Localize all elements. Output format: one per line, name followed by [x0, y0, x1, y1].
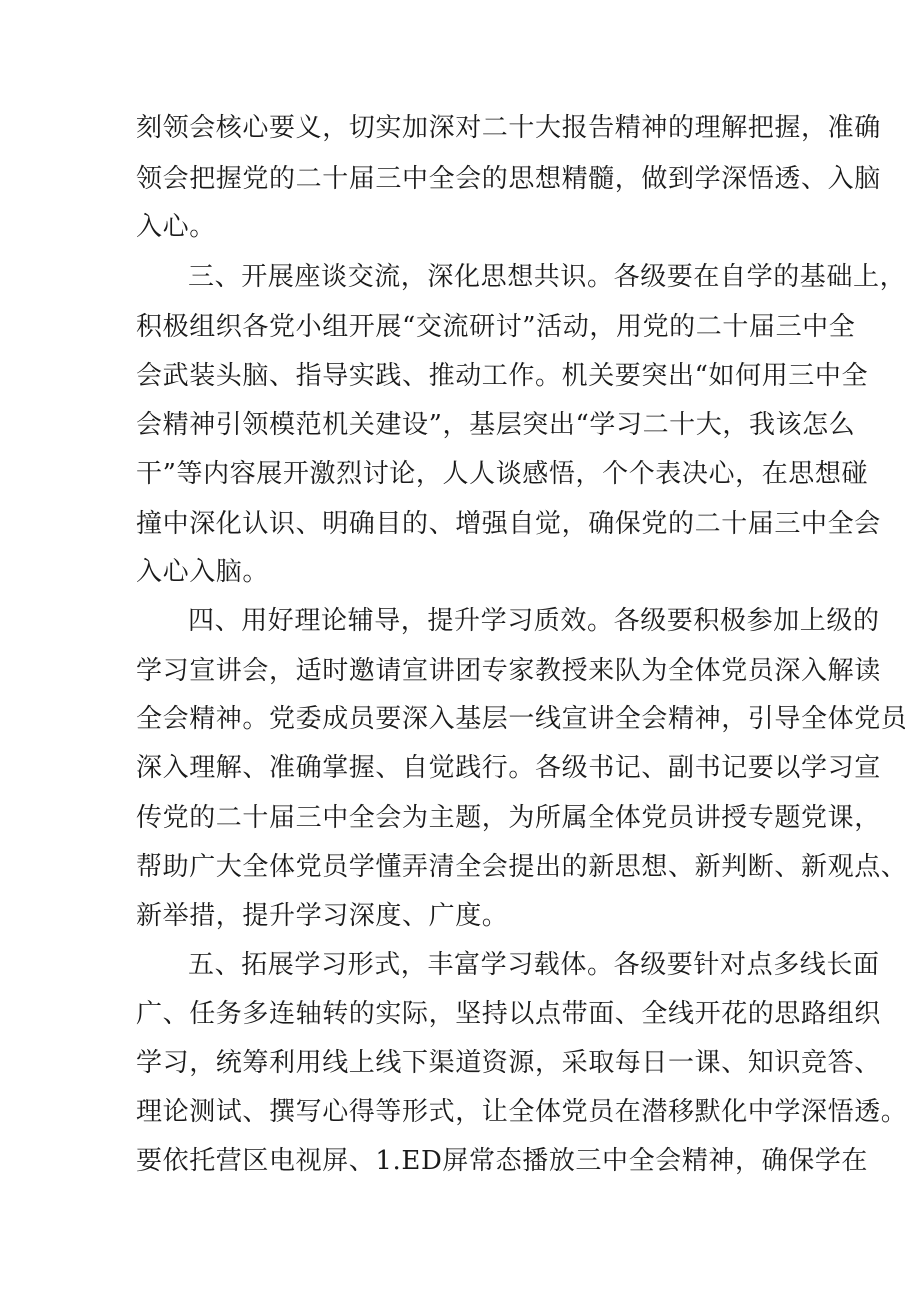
- section-heading-4: 四、用好理论辅导，提升学习质效。各级要积极参加上级的: [188, 606, 880, 636]
- text-line: 新举措，提升学习深度、广度。: [136, 901, 509, 931]
- text-line: 深入理解、准确掌握、自觉践行。各级书记、副书记要以学习宣: [136, 753, 881, 783]
- text-line: 会精神引领模范机关建设”，基层突出“学习二十大，我该怎么: [136, 410, 856, 440]
- text-line: 入心。: [136, 212, 216, 242]
- text-line: 要依托营区电视屏、1.ED屏常态播放三中全会精神，确保学在: [136, 1146, 869, 1176]
- text-line: 撞中深化认识、明确目的、增强自觉，确保党的二十届三中全会: [136, 509, 881, 539]
- text-line: 干”等内容展开激烈讨论，人人谈感悟，个个表决心，在思想碰: [136, 459, 869, 489]
- section-heading-5: 五、拓展学习形式，丰富学习载体。各级要针对点多线长面: [188, 950, 880, 980]
- text-line: 全会精神。党委成员要深入基层一线宣讲全会精神，引导全体党员: [136, 704, 908, 734]
- text-line: 传党的二十届三中全会为主题，为所属全体党员讲授专题党课，: [136, 803, 881, 833]
- text-line: 刻领会核心要义，切实加深对二十大报告精神的理解把握，准确: [136, 113, 881, 143]
- text-line: 领会把握党的二十届三中全会的思想精髓，做到学深悟透、入脑: [136, 164, 881, 194]
- text-line: 会武装头脑、指导实践、推动工作。机关要突出“如何用三中全: [136, 361, 869, 391]
- text-line: 学习，统筹利用线上线下渠道资源，采取每日一课、知识竞答、: [136, 1048, 881, 1078]
- section-heading-3: 三、开展座谈交流，深化思想共识。各级要在自学的基础上，: [188, 262, 907, 292]
- text-line: 入心入脑。: [136, 557, 270, 587]
- text-line: 学习宣讲会，适时邀请宣讲团专家教授来队为全体党员深入解读: [136, 656, 881, 686]
- text-line: 帮助广大全体党员学懂弄清全会提出的新思想、新判断、新观点、: [136, 852, 908, 882]
- text-line: 理论测试、撰写心得等形式，让全体党员在潜移默化中学深悟透。: [136, 1097, 908, 1127]
- text-line: 积极组织各党小组开展“交流研讨”活动，用党的二十届三中全: [136, 312, 856, 342]
- text-line: 广、任务多连轴转的实际，坚持以点带面、全线开花的思路组织: [136, 999, 881, 1029]
